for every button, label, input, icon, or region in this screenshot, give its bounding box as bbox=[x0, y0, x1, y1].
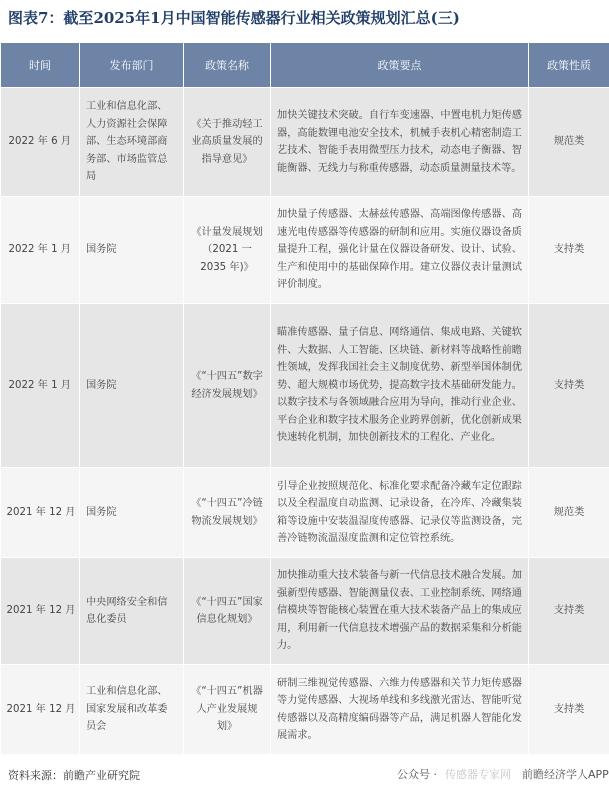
row-dept: 工业和信息化部、国家发展和改革委员会 bbox=[80, 665, 184, 755]
chart-title: 图表7：截至2025年1月中国智能传感器行业相关政策规划汇总(三) bbox=[8, 9, 460, 27]
table-row bbox=[1, 88, 609, 197]
table-row bbox=[1, 304, 609, 468]
watermark-faded-text: 传感器专家网 bbox=[445, 768, 511, 781]
row-policy-name: 《“十四五”机器人产业发展规划》 bbox=[184, 665, 271, 755]
row-date: 2021 年 12 月 bbox=[1, 665, 80, 755]
row-date: 2021 年 12 月 bbox=[1, 468, 80, 558]
watermark-search-label: 公众号 · bbox=[397, 768, 437, 781]
row-date: 2022 年 1 月 bbox=[1, 304, 80, 468]
row-dept: 国务院 bbox=[80, 468, 184, 558]
row-policy-name: 《“十四五”数字经济发展规划》 bbox=[184, 304, 271, 468]
watermark-account: 前瞻经济学人APP bbox=[522, 768, 609, 781]
row-policy-points: 瞄准传感器、量子信息、网络通信、集成电路、关键软件、大数据、人工智能、区块链、新材料等战略性前瞻性领域，发挥我国社会主义制度优势、新型举国体制优势、超大规模市场优势，提高数字技术基础研发能力。以数字技术与各领域融合应用为导向，推动行业企业、平台企业和数字技术服务企业跨界创新，优化创新成果快速转化机制，加快创新技术的工程化、产业化。 bbox=[271, 304, 529, 468]
row-date: 2021 年 12 月 bbox=[1, 558, 80, 665]
header-dept: 发布部门 bbox=[80, 43, 184, 88]
row-dept: 中央网络安全和信息化委员 bbox=[80, 558, 184, 665]
row-policy-name: 《关于推动轻工业高质量发展的指导意见》 bbox=[184, 88, 271, 197]
row-policy-points: 加快关键技术突破。自行车变速器、中置电机力矩传感器，高能数锂电池安全技术，机械手表机心精密制造工艺技术、智能手表用微型压力技术，动态电子衡器、智能衡器、无线力与称重传感器，动态质量测量技术等。 bbox=[271, 88, 529, 197]
row-dept: 工业和信息化部、人力资源社会保障部、生态环境部商务部、市场监管总局 bbox=[80, 88, 184, 197]
row-policy-name: 《“十四五”国家信息化规划》 bbox=[184, 558, 271, 665]
header-name: 政策名称 bbox=[184, 43, 271, 88]
row-policy-name: 《“十四五”冷链物流发展规划》 bbox=[184, 468, 271, 558]
row-policy-points: 加快推动重大技术装备与新一代信息技术融合发展。加强新型传感器、智能测量仪表、工业控制系统、网络通信模块等智能核心装置在重大技术装备产品上的集成应用，利用新一代信息技术增强产品的数据采集和分析能力。 bbox=[271, 558, 529, 665]
row-dept: 国务院 bbox=[80, 197, 184, 304]
source-note: 资料来源：前瞻产业研究院 bbox=[8, 769, 140, 782]
header-date: 时间 bbox=[1, 43, 80, 88]
table-row bbox=[1, 558, 609, 665]
table-row bbox=[1, 197, 609, 304]
row-policy-nature: 支持类 bbox=[529, 558, 609, 665]
row-policy-points: 引导企业按照规范化、标准化要求配备冷藏车定位跟踪以及全程温度自动监测、记录设备，在冷库、冷藏集装箱等设施中安装温湿度传感器、记录仪等监测设备，完善冷链物流温湿度监测和定位管控系统。 bbox=[271, 468, 529, 558]
watermark-bar bbox=[392, 764, 609, 786]
table-header-row bbox=[1, 43, 609, 88]
row-policy-points: 加快量子传感器、太赫兹传感器、高端图像传感器、高速光电传感器等传感器的研制和应用。实施仪器设备质量提升工程，强化计量在仪器设备研发、设计、试验、生产和使用中的基础保障作用。建立仪器仪表计量测试评价制度。 bbox=[271, 197, 529, 304]
header-points: 政策要点 bbox=[271, 43, 529, 88]
row-policy-nature: 规范类 bbox=[529, 88, 609, 197]
row-policy-points: 研制三维视觉传感器、六维力传感器和关节力矩传感器等力觉传感器、大视场单线和多线激光雷达、智能听觉传感器以及高精度编码器等产品，满足机器人智能化发展需求。 bbox=[271, 665, 529, 755]
row-dept: 国务院 bbox=[80, 304, 184, 468]
row-date: 2022 年 6 月 bbox=[1, 88, 80, 197]
policy-table bbox=[0, 42, 609, 755]
row-policy-nature: 支持类 bbox=[529, 304, 609, 468]
row-policy-nature: 规范类 bbox=[529, 468, 609, 558]
row-policy-nature: 支持类 bbox=[529, 665, 609, 755]
row-policy-name: 《计量发展规划（2021 一 2035 年)》 bbox=[184, 197, 271, 304]
table-row bbox=[1, 665, 609, 755]
table-row bbox=[1, 468, 609, 558]
header-nature: 政策性质 bbox=[529, 43, 609, 88]
row-policy-nature: 支持类 bbox=[529, 197, 609, 304]
row-date: 2022 年 1 月 bbox=[1, 197, 80, 304]
